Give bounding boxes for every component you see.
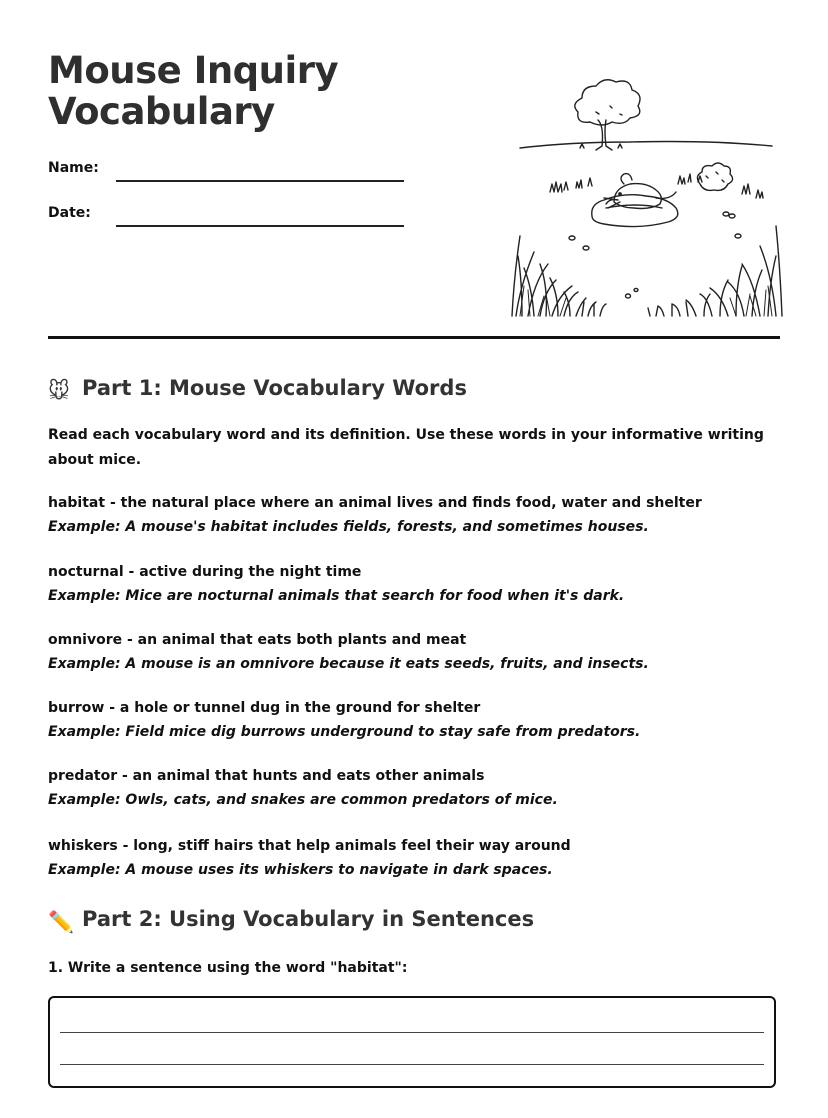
worksheet-title: Mouse Inquiry Vocabulary [48,49,339,133]
sentence-prompt-habitat: 1. Write a sentence using the word "habitat": [48,960,408,976]
vocab-entry-omnivore [48,628,788,676]
part1-heading [48,376,467,403]
vocab-example: Example: Mice are nocturnal animals that search for food when it's dark. [48,588,625,604]
pencil-icon: ✏️ [48,910,75,934]
vocab-definition: habitat - the natural place where an animal lives and finds food, water and shelter [48,495,702,511]
part2-heading [48,907,534,935]
mouse-field-illustration [510,76,786,322]
mouse-face-icon: 🐭 [48,379,70,403]
bush-icon [697,163,732,190]
vocab-definition: whiskers - long, stiff hairs that help animals feel their way around [48,838,571,854]
horizon-line [520,142,772,149]
date-label: Date: [48,205,91,221]
tree-icon [575,80,640,150]
vocab-entry-nocturnal [48,560,788,608]
vocab-definition: nocturnal - active during the night time [48,564,362,580]
answer-box-habitat[interactable] [48,996,776,1088]
vocab-example: Example: A mouse uses its whiskers to navigate in dark spaces. [48,862,553,878]
part1-instructions: Read each vocabulary word and its definition. Use these words in your informative writing about mice. [48,427,764,468]
vocab-example: Example: A mouse is an omnivore because it eats seeds, fruits, and insects. [48,656,649,672]
vocab-definition: omnivore - an animal that eats both plants and meat [48,632,467,648]
vocab-entry-whiskers [48,834,788,882]
vocab-definition: predator - an animal that hunts and eats other animals [48,768,485,784]
vocab-entry-burrow [48,696,788,744]
vocab-example: Example: A mouse's habitat includes fields, forests, and sometimes houses. [48,519,649,535]
answer-line [60,1064,764,1065]
part2-title: Part 2: Using Vocabulary in Sentences [82,907,535,931]
vocab-example: Example: Field mice dig burrows underground to stay safe from predators. [48,724,641,740]
vocab-example: Example: Owls, cats, and snakes are common predators of mice. [48,792,558,808]
answer-line [60,1032,764,1033]
name-label: Name: [48,160,99,176]
mouse-icon [604,174,676,209]
date-input-line[interactable] [116,225,404,227]
section-divider [48,336,780,339]
vocab-definition: burrow - a hole or tunnel dug in the ground for shelter [48,700,481,716]
part1-title: Part 1: Mouse Vocabulary Words [82,376,467,400]
vocab-entry-habitat [48,491,788,539]
burrow-mound [592,195,678,227]
vocab-entry-predator [48,764,788,812]
name-input-line[interactable] [116,180,404,182]
